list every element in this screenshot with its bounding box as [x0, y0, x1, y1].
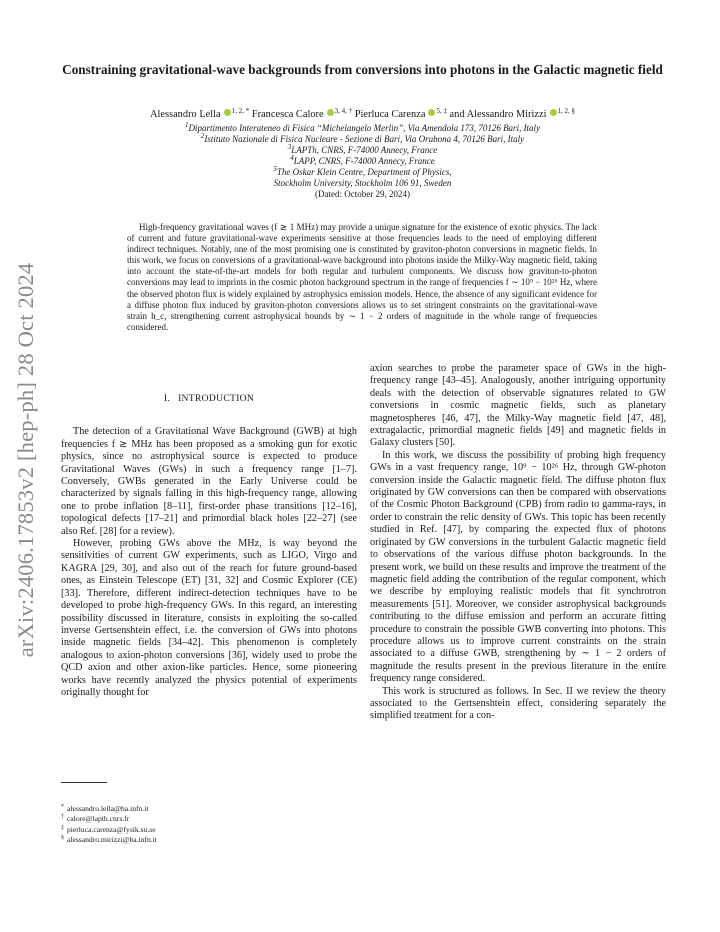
paragraph: However, probing GWs above the MHz, is way beyond the sensitivities of current GW experiments, such as LIGO, Virgo and KAGRA [29, 30], and also out of the reach for future ground-based ones, as Einstein Telescope (ET) [31, 32] and Cosmic Explorer (CE) [33]. Therefore, different indirect-detection techniques have to be developed to probe high-frequency GWs. In this regard, an interesting possibility discussed in literature, consists in exploiting the so-called inverse Gertsenshtein effect, i.e. the conversion of GWs into photons inside magnetic fields [34–42]. This phenomenon is completely analogous to axion-photon conversions [36], widely used to probe the QCD axion and other axion-like particles. Hence, some pioneering works have recently analyzed the physics potential of experiments originally thought for — [61, 538, 357, 698]
column-right — [370, 363, 666, 723]
affiliation: $^5$The Oskar Klein Centre, Department of Physics, — [273, 165, 452, 177]
footnote: † calore@lapth.cnrs.fr — [61, 814, 130, 824]
orcid-icon[interactable] — [550, 109, 557, 116]
email-link[interactable]: pierluca.carenza@fysik.su.se — [67, 824, 156, 834]
paragraph: axion searches to probe the parameter space of GWs in the high-frequency range [43–45]. Analogously, another intriguing opportunity deals with the detection of observable signatures related to GW conversions in cosmic magnetic fields, such as planetary magnetospheres [46, 47], the Milky-Way magnetic field [47, 48], extragalactic, primordial magnetic fields [49] and magnetic fields in Galaxy clusters [50]. — [370, 363, 666, 449]
affiliation: $^3$LAPTh, CNRS, F-74000 Annecy, France — [287, 143, 438, 155]
email-link[interactable]: alessandro.lella@ba.infn.it — [67, 804, 149, 813]
author-4: Alessandro Mirizzi $^{1, 2, \S}$ — [466, 107, 575, 120]
author-3: Pierluca Carenza $^{5, \ddagger}$ — [354, 107, 447, 120]
paper-title: Constraining gravitational-wave backgrounds from conversions into photons in the Galactic magnetic field — [62, 62, 663, 77]
footnote: * alessandro.lella@ba.infn.it — [61, 804, 149, 813]
orcid-icon[interactable] — [428, 109, 435, 116]
affiliation: $^2$Istituto Nazionale di Fisica Nucleare - Sezione di Bari, Via Orabona 4, 70126 Bari, Italy — [200, 132, 525, 144]
affiliation: Stockholm University, Stockholm 106 91, Sweden — [273, 178, 452, 188]
column-left — [61, 363, 357, 699]
dated-line: (Dated: October 29, 2024) — [315, 189, 410, 199]
email-link[interactable]: calore@lapth.cnrs.fr — [67, 814, 130, 824]
author-list: Alessandro Lella $^{1, 2, *}$ Francesca Calore $^{3, 4, \dagger}$ Pierluca Carenza $^{5, \ddagger}$ and Alessandro Mirizzi $^{1, 2, \S}$ — [149, 107, 575, 120]
footnotes — [61, 804, 341, 845]
footnote: ‡ pierluca.carenza@fysik.su.se — [61, 824, 156, 834]
affiliation: $^4$LAPP, CNRS, F-74000 Annecy, France — [290, 154, 435, 166]
author-2: Francesca Calore $^{3, 4, \dagger}$ — [251, 107, 353, 120]
abstract: High-frequency gravitational waves (f ≳ 1 MHz) may provide a unique signature for the existence of exotic physics. The lack of current and future gravitational-wave experiments sensitive at those frequencies leads to the need of employing different indirect techniques. Notably, one of the most promising one is constituted by graviton-photon conversions in magnetic fields. In this work, we focus on conversions of a gravitational-wave background into photons inside the Milky-Way magnetic field, taking into account the state-of-the-art models for both regular and turbulent components. We discuss how graviton-to-photon conversions may lead to imprints in the cosmic photon background spectrum in the range of frequencies f ∼ 10⁹ − 10²⁶ Hz, where the observed photon flux is widely explained by astrophysics emission models. Hence, the absence of any significant evidence for a diffuse photon flux induced by graviton-photon conversions allows us to set stringent constraints on the gravitational-wave strain h_c, strengthening current astrophysical bounds by ∼ 1 − 2 orders of magnitude in the whole range of frequencies considered. — [127, 222, 597, 332]
paragraph: This work is structured as follows. In Sec. II we review the theory associated to the Gertsenshtein effect, considering separately the simplified treatment for a con- — [370, 685, 666, 722]
paragraph: The detection of a Gravitational Wave Background (GWB) at high frequencies f ≳ MHz has been proposed as a smoking gun for exotic physics, since no astrophysical source is expected to produce Gravitational Waves (GWs) in such a frequency range [1–7]. Conversely, GWBs generated in the Early Universe could be characterized by signals falling in this high-frequency range, allowing one to probe inflation [8–11], first-order phase transitions [12–16], topological defects [17–21] and primordial black holes [22–27] (see also Ref. [28] for a review). — [61, 426, 357, 537]
orcid-icon[interactable] — [327, 109, 334, 116]
footnote: § alessandro.mirizzi@ba.infn.it — [61, 834, 157, 844]
paragraph: In this work, we discuss the possibility of probing high frequency GWs in a vast frequency range, 10⁹ − 10²⁶ Hz, through GW-photon conversion inside the Galactic magnetic field. The diffuse photon flux originated by GW conversions can then be compared with observations of the Cosmic Photon Background (CPB) from radio to gamma-rays, in order to constrain the relic density of GWs. This topic has been recently studied in Ref. [47], by comparing the expected flux of photons originated by GW conversions in the turbulent Galactic magnetic field to observations of the various diffuse photon backgrounds. In the present work, we build on these results and improve the treatment of the magnetic field adding the contribution of the regular component, which we describe by employing realistic models that fit synchrotron measurements [51]. Moreover, we consider astrophysical backgrounds contributing to the diffuse emission and perform an accurate fitting procedure to constrain the possible GWB converting into photons. This procedure allows us to improve current constraints on the strain associated to a diffuse GWB, strengthening by ∼ 1 − 2 orders of magnitude the results present in the previous literature in the entire frequency range considered. — [370, 449, 666, 685]
arxiv-identifier: arXiv:2406.17853v2 [hep-ph] 28 Oct 2024 — [13, 262, 38, 658]
author-1: Alessandro Lella $^{1, 2, *}$ — [149, 107, 250, 120]
section-heading: I. INTRODUCTION — [163, 393, 255, 404]
affiliation: $^1$Dipartimento Interateneo di Fisica “Michelangelo Merlin”, Via Amendola 173, 70126 Bari, Italy — [184, 121, 541, 133]
footnote-rule — [61, 782, 107, 783]
email-link[interactable]: alessandro.mirizzi@ba.infn.it — [67, 834, 157, 844]
affiliation-list — [60, 123, 665, 200]
orcid-icon[interactable] — [224, 109, 231, 116]
